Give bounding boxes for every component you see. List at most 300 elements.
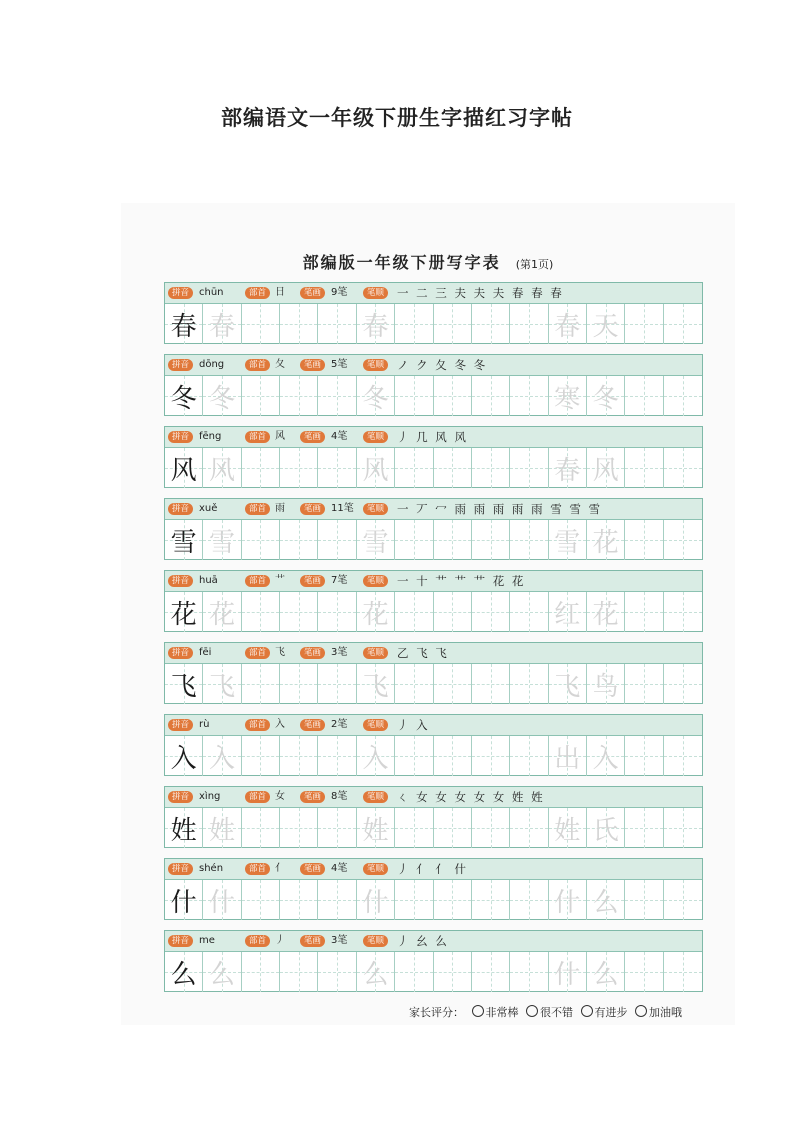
writing-cell[interactable] <box>165 736 203 776</box>
radical-tag: 部首 <box>245 287 270 299</box>
writing-cell[interactable] <box>242 520 280 560</box>
writing-cell[interactable] <box>664 448 702 488</box>
writing-cell[interactable] <box>280 736 318 776</box>
character-entry <box>164 498 703 560</box>
writing-cell[interactable] <box>664 592 702 632</box>
order-tag: 笔顺 <box>363 863 388 875</box>
writing-cell[interactable] <box>587 520 625 560</box>
order-tag: 笔顺 <box>363 287 388 299</box>
radical-value: 风 <box>275 431 285 442</box>
stroke-order-value: 乙 飞 飞 <box>397 646 449 660</box>
order-tag: 笔顺 <box>363 791 388 803</box>
writing-cell[interactable] <box>472 808 510 848</box>
trace-character: 风 <box>209 455 236 486</box>
entry-info-bar <box>165 931 702 952</box>
writing-cell[interactable] <box>357 736 395 776</box>
character-entry <box>164 714 703 776</box>
writing-cell[interactable] <box>434 376 472 416</box>
order-tag: 笔顺 <box>363 575 388 587</box>
pinyin-value: xìng <box>199 791 221 802</box>
writing-cell[interactable] <box>472 520 510 560</box>
writing-cell[interactable] <box>625 520 663 560</box>
writing-cell[interactable] <box>472 880 510 920</box>
writing-cell[interactable] <box>510 952 548 992</box>
writing-cell[interactable] <box>318 592 356 632</box>
writing-cell[interactable] <box>165 880 203 920</box>
writing-cell[interactable] <box>664 520 702 560</box>
writing-cell[interactable] <box>203 952 241 992</box>
writing-cell[interactable] <box>165 952 203 992</box>
strokes-tag: 笔画 <box>300 719 325 731</box>
character-entry <box>164 786 703 848</box>
radical-tag: 部首 <box>245 431 270 443</box>
writing-cell[interactable] <box>318 952 356 992</box>
trace-character: 姓 <box>362 815 389 846</box>
writing-cell[interactable] <box>395 808 433 848</box>
writing-cell[interactable] <box>395 664 433 704</box>
writing-cell[interactable] <box>472 736 510 776</box>
radical-value: 日 <box>275 287 285 298</box>
writing-cell[interactable] <box>664 376 702 416</box>
writing-cell[interactable] <box>664 952 702 992</box>
radical-tag: 部首 <box>245 719 270 731</box>
pinyin-tag: 拼音 <box>168 791 193 803</box>
strokes-value: 3笔 <box>331 647 348 658</box>
writing-cell[interactable] <box>664 664 702 704</box>
strokes-value: 9笔 <box>331 287 348 298</box>
trace-character: 什 <box>554 887 581 918</box>
writing-cell[interactable] <box>165 808 203 848</box>
writing-cell[interactable] <box>242 736 280 776</box>
writing-grid <box>165 376 702 416</box>
pinyin-value: me <box>199 935 215 946</box>
writing-cell[interactable] <box>472 952 510 992</box>
writing-cell[interactable] <box>242 592 280 632</box>
trace-character: 春 <box>362 311 389 342</box>
writing-cell[interactable] <box>549 736 587 776</box>
writing-cell[interactable] <box>625 664 663 704</box>
writing-cell[interactable] <box>549 952 587 992</box>
strokes-value: 7笔 <box>331 575 348 586</box>
writing-cell[interactable] <box>395 736 433 776</box>
rating-radio-icon[interactable] <box>635 1005 647 1017</box>
writing-cell[interactable] <box>587 304 625 344</box>
writing-cell[interactable] <box>165 664 203 704</box>
writing-cell[interactable] <box>625 880 663 920</box>
trace-character: 什 <box>554 959 581 990</box>
writing-grid <box>165 304 702 344</box>
writing-grid <box>165 736 702 776</box>
writing-cell[interactable] <box>203 448 241 488</box>
writing-cell[interactable] <box>510 448 548 488</box>
writing-cell[interactable] <box>165 376 203 416</box>
writing-cell[interactable] <box>242 664 280 704</box>
writing-grid <box>165 808 702 848</box>
order-tag: 笔顺 <box>363 647 388 659</box>
writing-cell[interactable] <box>625 952 663 992</box>
writing-cell[interactable] <box>242 808 280 848</box>
strokes-value: 4笔 <box>331 863 348 874</box>
pinyin-value: chūn <box>199 287 224 298</box>
model-character: 飞 <box>170 671 197 702</box>
writing-cell[interactable] <box>203 592 241 632</box>
writing-cell[interactable] <box>395 880 433 920</box>
order-tag: 笔顺 <box>363 935 388 947</box>
writing-cell[interactable] <box>280 304 318 344</box>
writing-cell[interactable] <box>587 880 625 920</box>
pinyin-tag: 拼音 <box>168 503 193 515</box>
radical-value: 丿 <box>275 935 285 946</box>
writing-cell[interactable] <box>434 520 472 560</box>
writing-cell[interactable] <box>510 808 548 848</box>
strokes-value: 4笔 <box>331 431 348 442</box>
radical-tag: 部首 <box>245 575 270 587</box>
writing-cell[interactable] <box>587 952 625 992</box>
writing-cell[interactable] <box>280 520 318 560</box>
writing-cell[interactable] <box>357 448 395 488</box>
writing-cell[interactable] <box>664 880 702 920</box>
writing-cell[interactable] <box>318 736 356 776</box>
writing-cell[interactable] <box>549 304 587 344</box>
writing-cell[interactable] <box>549 880 587 920</box>
writing-grid <box>165 448 702 488</box>
trace-character: 飞 <box>209 671 236 702</box>
writing-cell[interactable] <box>318 520 356 560</box>
writing-cell[interactable] <box>395 592 433 632</box>
strokes-tag: 笔画 <box>300 791 325 803</box>
radical-tag: 部首 <box>245 647 270 659</box>
writing-cell[interactable] <box>357 952 395 992</box>
writing-cell[interactable] <box>625 448 663 488</box>
writing-cell[interactable] <box>280 664 318 704</box>
pinyin-tag: 拼音 <box>168 935 193 947</box>
writing-cell[interactable] <box>318 376 356 416</box>
trace-character: 花 <box>592 599 619 630</box>
entry-info-bar <box>165 787 702 808</box>
writing-cell[interactable] <box>280 952 318 992</box>
radical-tag: 部首 <box>245 791 270 803</box>
writing-cell[interactable] <box>395 952 433 992</box>
strokes-tag: 笔画 <box>300 647 325 659</box>
stroke-order-value: 一 二 三 夫 夫 夫 春 春 春 <box>397 286 564 300</box>
writing-cell[interactable] <box>434 592 472 632</box>
writing-cell[interactable] <box>472 376 510 416</box>
trace-character: 飞 <box>554 671 581 702</box>
trace-character: 么 <box>209 959 236 990</box>
writing-cell[interactable] <box>549 520 587 560</box>
writing-cell[interactable] <box>318 808 356 848</box>
writing-cell[interactable] <box>357 664 395 704</box>
writing-cell[interactable] <box>472 304 510 344</box>
trace-character: 红 <box>554 599 581 630</box>
order-tag: 笔顺 <box>363 719 388 731</box>
entry-info-bar <box>165 355 702 376</box>
writing-cell[interactable] <box>318 664 356 704</box>
pinyin-value: fēng <box>199 431 222 442</box>
stroke-order-value: ノ ク 夂 冬 冬 <box>397 358 488 372</box>
trace-character: 春 <box>209 311 236 342</box>
strokes-value: 8笔 <box>331 791 348 802</box>
strokes-value: 2笔 <box>331 719 348 730</box>
writing-cell[interactable] <box>434 736 472 776</box>
writing-cell[interactable] <box>203 808 241 848</box>
writing-cell[interactable] <box>472 664 510 704</box>
writing-cell[interactable] <box>165 304 203 344</box>
entry-info-bar <box>165 859 702 880</box>
pinyin-value: huā <box>199 575 218 586</box>
model-character: 入 <box>170 743 197 774</box>
writing-grid <box>165 592 702 632</box>
radical-tag: 部首 <box>245 503 270 515</box>
strokes-tag: 笔画 <box>300 503 325 515</box>
radical-tag: 部首 <box>245 935 270 947</box>
writing-cell[interactable] <box>203 736 241 776</box>
model-character: 什 <box>170 887 197 918</box>
writing-cell[interactable] <box>587 664 625 704</box>
writing-cell[interactable] <box>318 880 356 920</box>
writing-cell[interactable] <box>549 808 587 848</box>
order-tag: 笔顺 <box>363 503 388 515</box>
writing-cell[interactable] <box>549 664 587 704</box>
writing-cell[interactable] <box>357 304 395 344</box>
writing-cell[interactable] <box>434 808 472 848</box>
writing-cell[interactable] <box>625 808 663 848</box>
trace-character: 出 <box>554 743 581 774</box>
trace-character: 天 <box>592 311 619 342</box>
rating-radio-icon[interactable] <box>581 1005 593 1017</box>
pinyin-tag: 拼音 <box>168 431 193 443</box>
writing-cell[interactable] <box>203 520 241 560</box>
trace-character: 寒 <box>554 383 581 414</box>
writing-cell[interactable] <box>549 592 587 632</box>
writing-cell[interactable] <box>549 448 587 488</box>
rating-label: 家长评分： <box>409 1006 464 1019</box>
trace-character: 鸟 <box>592 671 619 702</box>
writing-grid <box>165 880 702 920</box>
writing-cell[interactable] <box>395 448 433 488</box>
pinyin-value: shén <box>199 863 224 874</box>
sheet-page-number: (第1页) <box>515 258 554 271</box>
strokes-tag: 笔画 <box>300 863 325 875</box>
writing-cell[interactable] <box>434 880 472 920</box>
strokes-tag: 笔画 <box>300 575 325 587</box>
writing-cell[interactable] <box>587 376 625 416</box>
writing-cell[interactable] <box>280 376 318 416</box>
writing-cell[interactable] <box>510 880 548 920</box>
writing-cell[interactable] <box>203 304 241 344</box>
rating-radio-icon[interactable] <box>526 1005 538 1017</box>
writing-grid <box>165 664 702 704</box>
writing-cell[interactable] <box>357 520 395 560</box>
model-character: 春 <box>170 311 197 342</box>
writing-cell[interactable] <box>203 880 241 920</box>
writing-cell[interactable] <box>472 448 510 488</box>
radical-value: 夂 <box>275 359 285 370</box>
writing-cell[interactable] <box>587 592 625 632</box>
trace-character: 雪 <box>209 527 236 558</box>
writing-cell[interactable] <box>587 448 625 488</box>
page-title: 部编语文一年级下册生字描红习字帖 <box>221 106 573 130</box>
entry-info-bar <box>165 715 702 736</box>
writing-cell[interactable] <box>664 736 702 776</box>
strokes-tag: 笔画 <box>300 431 325 443</box>
stroke-order-value: ㄑ 女 女 女 女 女 姓 姓 <box>397 790 545 804</box>
trace-character: 冬 <box>362 383 389 414</box>
radical-value: 飞 <box>275 647 285 658</box>
entry-info-bar <box>165 571 702 592</box>
strokes-value: 5笔 <box>331 359 348 370</box>
model-character: 雪 <box>170 527 197 558</box>
writing-cell[interactable] <box>434 952 472 992</box>
writing-cell[interactable] <box>203 376 241 416</box>
trace-character: 姓 <box>554 815 581 846</box>
writing-cell[interactable] <box>318 304 356 344</box>
writing-grid <box>165 952 702 992</box>
model-character: 冬 <box>170 383 197 414</box>
writing-cell[interactable] <box>165 592 203 632</box>
strokes-tag: 笔画 <box>300 935 325 947</box>
radical-tag: 部首 <box>245 359 270 371</box>
stroke-order-value: 丿 幺 么 <box>397 934 449 948</box>
writing-cell[interactable] <box>510 664 548 704</box>
pinyin-value: dōng <box>199 359 225 370</box>
stroke-order-value: 一 十 艹 艹 艹 花 花 <box>397 574 526 588</box>
character-entry <box>164 858 703 920</box>
writing-cell[interactable] <box>357 880 395 920</box>
model-character: 么 <box>170 959 197 990</box>
writing-cell[interactable] <box>242 448 280 488</box>
trace-character: 春 <box>554 455 581 486</box>
radical-value: 亻 <box>275 863 285 874</box>
rating-option: 有进步 <box>594 1006 628 1019</box>
writing-cell[interactable] <box>165 520 203 560</box>
pinyin-tag: 拼音 <box>168 647 193 659</box>
strokes-value: 3笔 <box>331 935 348 946</box>
writing-cell[interactable] <box>664 808 702 848</box>
writing-cell[interactable] <box>203 664 241 704</box>
writing-cell[interactable] <box>510 520 548 560</box>
writing-cell[interactable] <box>625 304 663 344</box>
sheet-header <box>121 250 735 273</box>
pinyin-value: fēi <box>199 647 212 658</box>
writing-cell[interactable] <box>625 736 663 776</box>
radical-value: 女 <box>275 791 285 802</box>
model-character: 风 <box>170 455 197 486</box>
trace-character: 风 <box>362 455 389 486</box>
writing-cell[interactable] <box>664 304 702 344</box>
writing-cell[interactable] <box>357 376 395 416</box>
rating-option: 加油哦 <box>649 1006 682 1019</box>
stroke-order-value: 丿 几 风 风 <box>397 430 468 444</box>
writing-grid <box>165 520 702 560</box>
trace-character: 飞 <box>362 671 389 702</box>
writing-cell[interactable] <box>242 304 280 344</box>
writing-cell[interactable] <box>357 592 395 632</box>
strokes-tag: 笔画 <box>300 287 325 299</box>
trace-character: 花 <box>362 599 389 630</box>
radical-tag: 部首 <box>245 863 270 875</box>
writing-cell[interactable] <box>280 448 318 488</box>
writing-cell[interactable] <box>434 664 472 704</box>
radical-value: 艹 <box>275 575 285 586</box>
model-character: 花 <box>170 599 197 630</box>
stroke-order-value: 丿 入 <box>397 718 430 732</box>
order-tag: 笔顺 <box>363 359 388 371</box>
model-character: 姓 <box>170 815 197 846</box>
sheet-title: 部编版一年级下册写字表 <box>302 253 501 272</box>
writing-cell[interactable] <box>472 592 510 632</box>
writing-cell[interactable] <box>165 448 203 488</box>
writing-cell[interactable] <box>395 520 433 560</box>
writing-cell[interactable] <box>280 808 318 848</box>
writing-cell[interactable] <box>434 304 472 344</box>
entry-info-bar <box>165 643 702 664</box>
trace-character: 风 <box>592 455 619 486</box>
worksheet <box>121 203 735 1025</box>
parent-rating <box>409 1004 682 1020</box>
trace-character: 春 <box>554 311 581 342</box>
writing-cell[interactable] <box>395 376 433 416</box>
writing-cell[interactable] <box>280 880 318 920</box>
writing-cell[interactable] <box>587 808 625 848</box>
pinyin-tag: 拼音 <box>168 359 193 371</box>
writing-cell[interactable] <box>510 592 548 632</box>
rating-radio-icon[interactable] <box>472 1005 484 1017</box>
writing-cell[interactable] <box>242 376 280 416</box>
trace-character: 氏 <box>592 815 619 846</box>
writing-cell[interactable] <box>587 736 625 776</box>
radical-value: 雨 <box>275 503 285 514</box>
trace-character: 么 <box>592 959 619 990</box>
trace-character: 么 <box>362 959 389 990</box>
trace-character: 花 <box>209 599 236 630</box>
writing-cell[interactable] <box>510 736 548 776</box>
character-entry <box>164 282 703 344</box>
writing-cell[interactable] <box>549 376 587 416</box>
pinyin-tag: 拼音 <box>168 575 193 587</box>
writing-cell[interactable] <box>395 304 433 344</box>
pinyin-tag: 拼音 <box>168 287 193 299</box>
character-entry <box>164 354 703 416</box>
stroke-order-value: 丿 亻 亻 什 <box>397 862 468 876</box>
trace-character: 什 <box>209 887 236 918</box>
writing-cell[interactable] <box>434 448 472 488</box>
pinyin-tag: 拼音 <box>168 719 193 731</box>
strokes-value: 11笔 <box>331 503 354 514</box>
writing-cell[interactable] <box>510 304 548 344</box>
character-entry <box>164 642 703 704</box>
order-tag: 笔顺 <box>363 431 388 443</box>
entry-info-bar <box>165 283 702 304</box>
pinyin-tag: 拼音 <box>168 863 193 875</box>
rating-option: 非常棒 <box>485 1006 519 1019</box>
trace-character: 么 <box>592 887 619 918</box>
writing-cell[interactable] <box>510 376 548 416</box>
writing-cell[interactable] <box>242 880 280 920</box>
pinyin-value: rù <box>199 719 210 730</box>
writing-cell[interactable] <box>625 376 663 416</box>
entry-info-bar <box>165 499 702 520</box>
writing-cell[interactable] <box>357 808 395 848</box>
writing-cell[interactable] <box>625 592 663 632</box>
trace-character: 雪 <box>362 527 389 558</box>
trace-character: 雪 <box>554 527 581 558</box>
writing-cell[interactable] <box>280 592 318 632</box>
stroke-order-value: 一 丆 冖 雨 雨 雨 雨 雨 雪 雪 雪 <box>397 502 603 516</box>
writing-cell[interactable] <box>242 952 280 992</box>
writing-cell[interactable] <box>318 448 356 488</box>
character-entry <box>164 426 703 488</box>
